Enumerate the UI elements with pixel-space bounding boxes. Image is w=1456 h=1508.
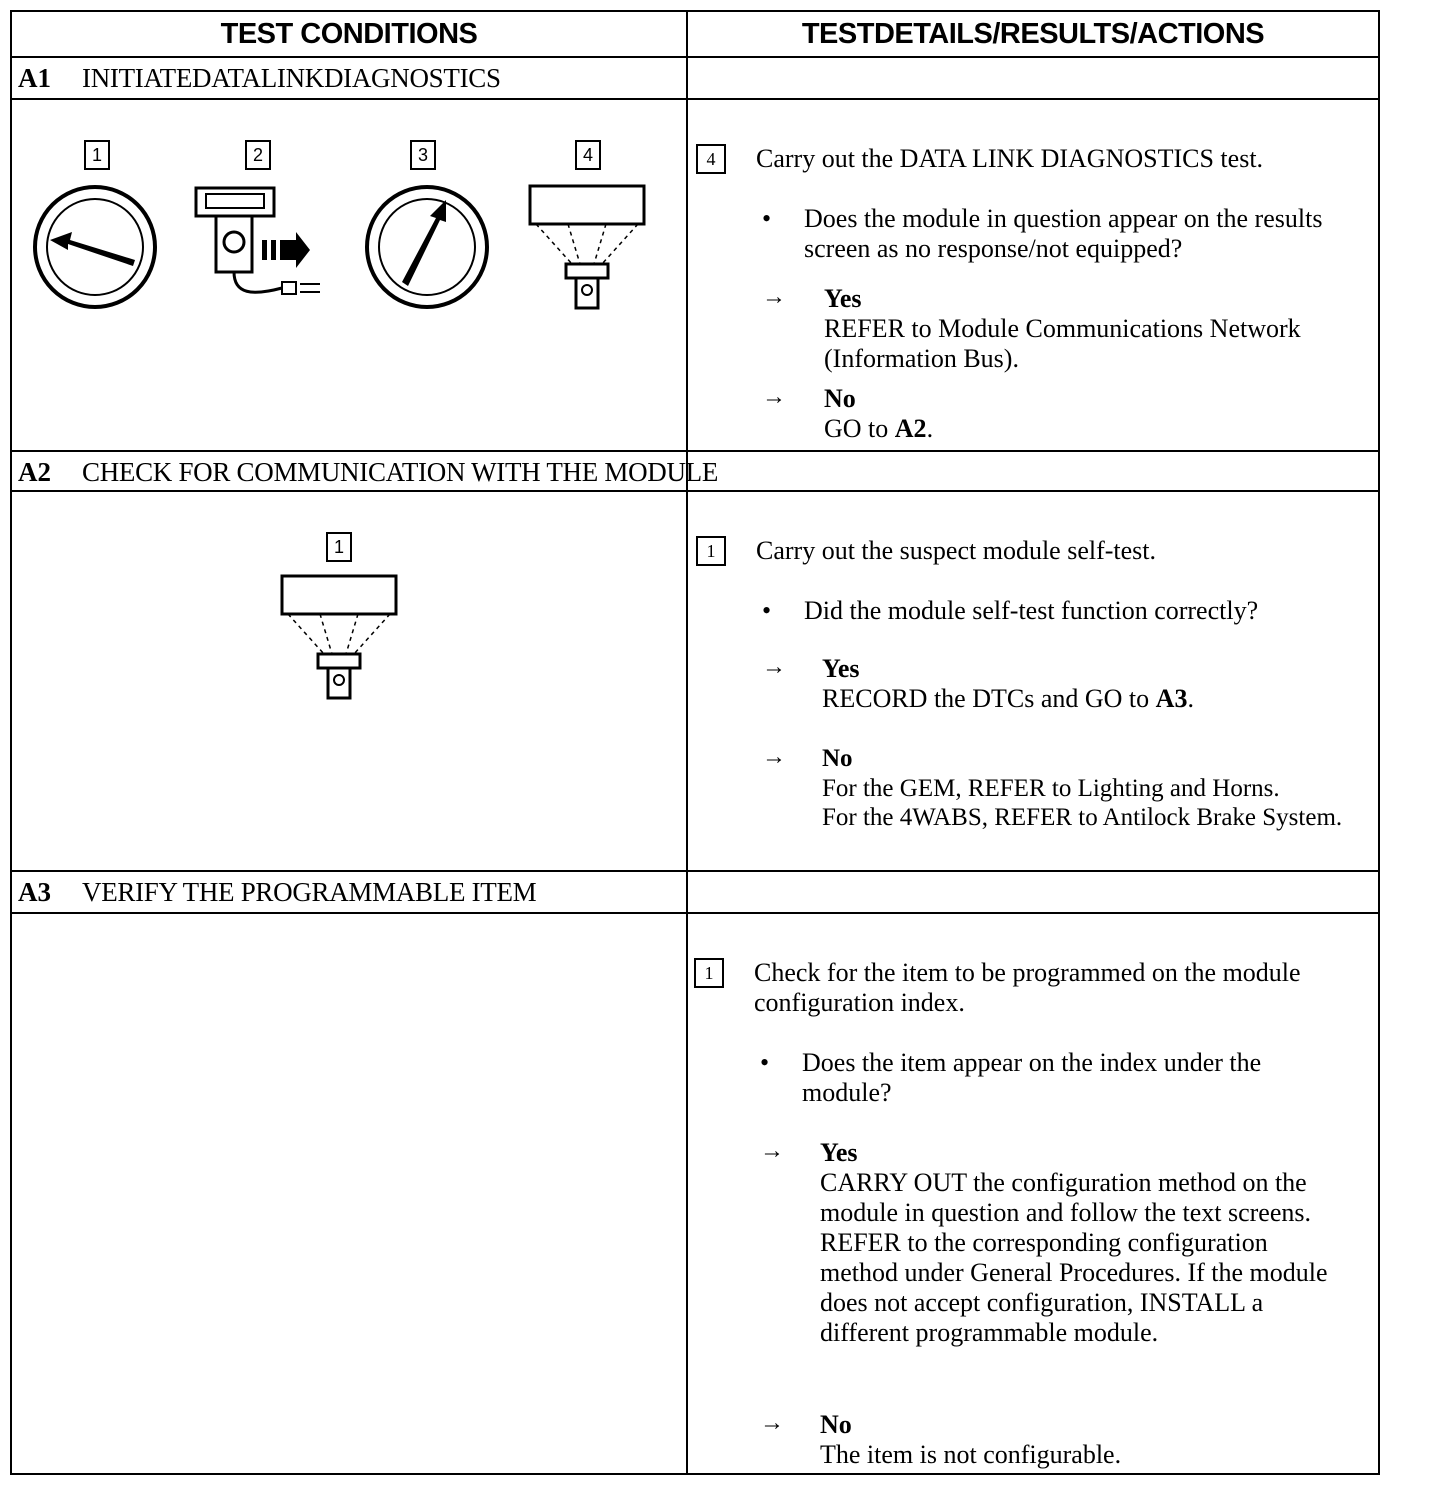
a2-yes-answer [822,654,1372,714]
section-a1-id: A1 [18,62,51,93]
a1-no-text-ref: A2 [894,414,927,443]
ignition-on-icon [362,182,492,312]
a1-picture-label-1: 1 [84,140,110,170]
a3-no-text: The item is not configurable. [820,1440,1122,1469]
a1-picture-label-4: 4 [575,140,601,170]
a3-step-number: 1 [694,958,724,988]
a2-no-label: No [822,745,853,772]
a3-yes-answer [820,1138,1350,1348]
a3-yes-label: Yes [820,1138,858,1167]
a1-picture-label-2: 2 [245,140,271,170]
a3-no-arrow: → [760,1410,784,1436]
scan-tool-connect-icon [192,184,327,304]
a2-yes-text-prefix: RECORD the DTCs and GO to [822,684,1156,713]
a2-yes-text-suffix: . [1187,684,1194,713]
a1-bullet: • [762,204,772,233]
a1-step-text: Carry out the DATA LINK DIAGNOSTICS test. [756,144,1264,173]
a1-no-arrow: → [762,384,786,410]
section-a1-divider [12,98,1378,100]
scan-tool-display-icon [280,574,400,704]
a1-picture-label-3: 3 [410,140,436,170]
section-a2-divider [12,490,1378,492]
a1-yes-arrow: → [762,284,786,310]
a3-no-answer [820,1410,1350,1470]
a1-no-text-prefix: GO to [824,414,895,443]
scan-tool-display-icon [528,184,648,314]
a2-picture-label: 1 [326,532,352,562]
a3-yes-arrow: → [760,1138,784,1164]
a1-yes-answer [824,284,1354,374]
a3-yes-text: CARRY OUT the configuration method on the module in question and follow the text screens. REFER to the corresponding configuration method under General Procedures. If the module does not accept configuration, INSTALL a different programmable module. [820,1168,1328,1347]
header-test-details: TESTDETAILS/RESULTS/ACTIONS [801,17,1265,50]
a1-no-text-suffix: . [926,414,934,443]
section-a3-id: A3 [18,876,51,907]
a3-bullet: • [760,1048,770,1077]
a2-question: Did the module self-test function correctly? [804,596,1259,625]
a2-no-answer [822,744,1378,832]
a1-yes-text: REFER to Module Communications Network (Information Bus). [824,314,1301,373]
a2-step-text: Carry out the suspect module self-test. [756,536,1157,565]
section-a3-divider [12,912,1378,914]
ignition-off-icon [30,182,160,312]
a1-question: Does the module in question appear on the results screen as no response/not equipped? [804,204,1323,263]
section-a2-title [18,452,718,492]
a3-step-text: Check for the item to be programmed on the module configuration index. [754,958,1301,1017]
a1-step-number: 4 [696,144,726,174]
column-divider [686,12,688,1475]
diagnostic-table [10,10,1380,1475]
section-a3-label: VERIFY THE PROGRAMMABLE ITEM [82,876,537,907]
a3-no-label: No [820,1410,852,1439]
a2-no-text-2: For the 4WABS, REFER to Antilock Brake System. [822,804,1343,831]
section-a1-label: INITIATEDATALINKDIAGNOSTICS [82,62,501,93]
section-a2-id: A2 [18,456,51,487]
a2-step-number: 1 [696,536,726,566]
a2-yes-arrow: → [762,654,786,680]
a3-question: Does the item appear on the index under the module? [802,1048,1262,1107]
a2-no-arrow: → [762,744,786,770]
a1-no-label: No [824,384,856,413]
a2-yes-label: Yes [822,654,860,683]
section-a2-label: CHECK FOR COMMUNICATION WITH THE MODULE [82,456,719,487]
a2-no-text-1: For the GEM, REFER to Lighting and Horns. [822,775,1280,802]
a2-bullet: • [762,596,772,625]
a2-yes-text-ref: A3 [1155,684,1188,713]
a1-no-answer [824,384,1354,444]
section-a1-title [18,58,501,98]
header-test-conditions: TEST CONDITIONS [220,17,478,50]
section-a3-title [18,872,536,912]
a1-yes-label: Yes [824,284,862,313]
